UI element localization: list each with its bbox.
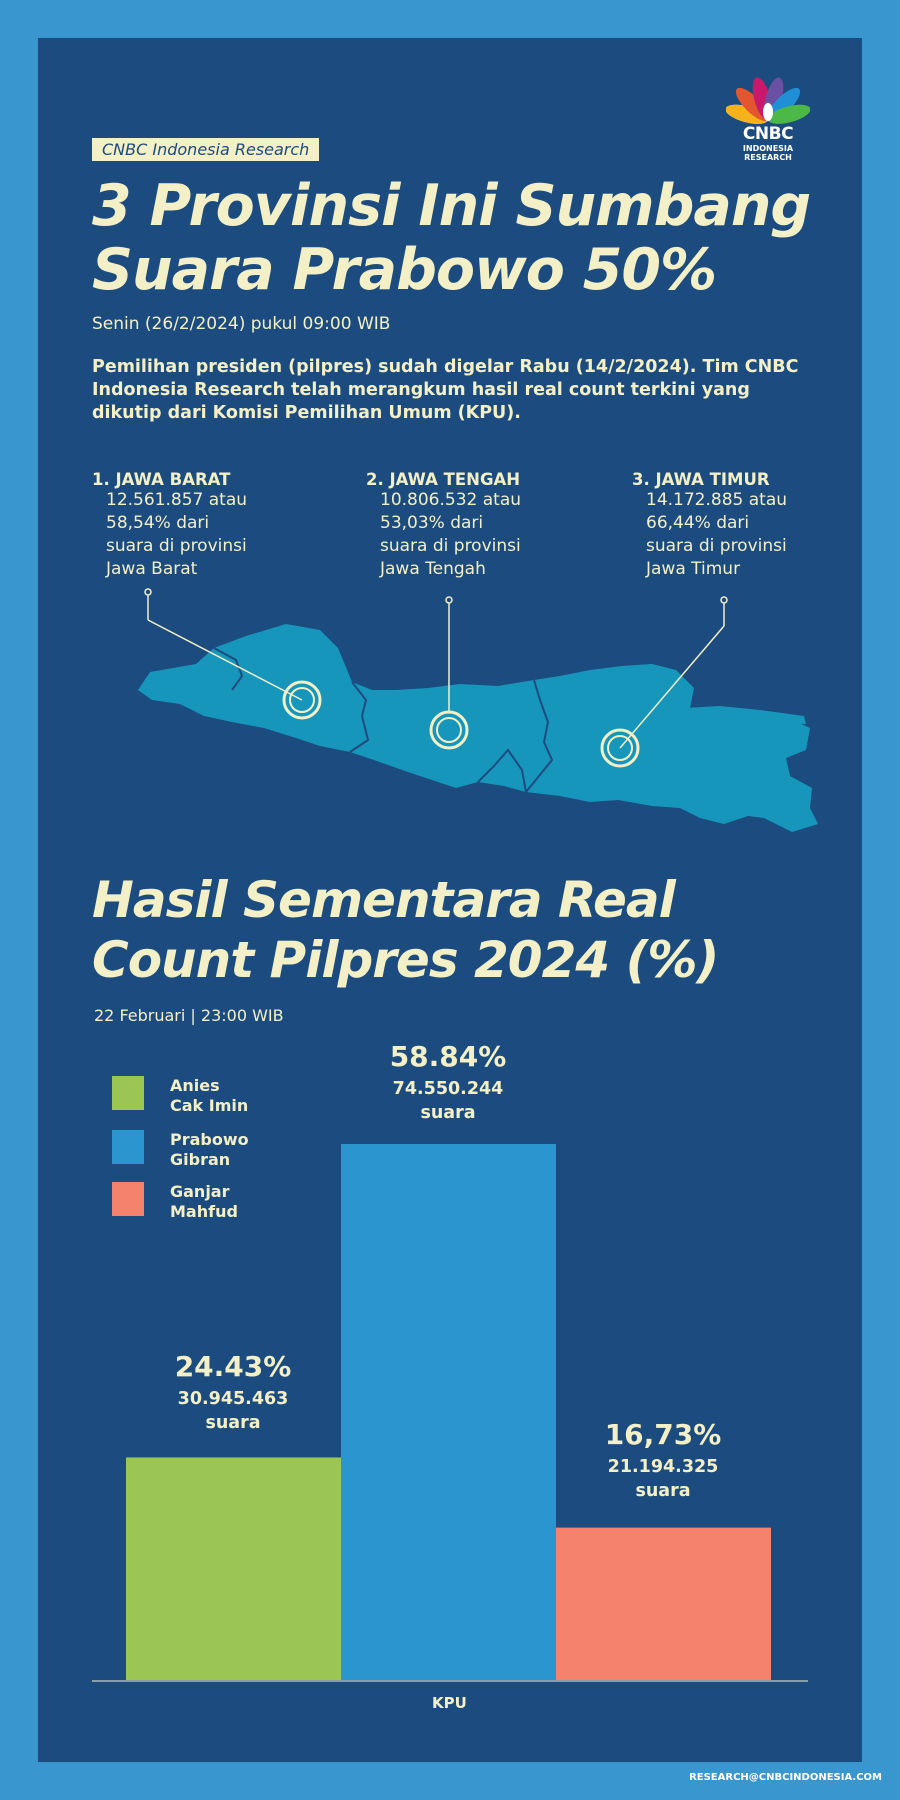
- province-title: 1. JAWA BARAT: [92, 470, 231, 489]
- logo-sub-1: INDONESIA: [742, 144, 794, 153]
- bar-ganjar: [556, 1528, 771, 1680]
- publish-date: Senin (26/2/2024) pukul 09:00 WIB: [92, 314, 391, 334]
- bar-votes: 74.550.244: [392, 1079, 504, 1099]
- province-line: 66,44% dari: [646, 513, 750, 533]
- province-line: 10.806.532 atau: [380, 490, 522, 510]
- bar-unit: suara: [635, 1481, 691, 1501]
- logo-sub-2: RESEARCH: [744, 153, 792, 162]
- province-line: Jawa Barat: [106, 559, 198, 579]
- bar-unit: suara: [420, 1103, 476, 1123]
- province-line: 12.561.857 atau: [106, 490, 248, 510]
- legend-line: Ganjar: [170, 1182, 230, 1201]
- bar-percent: 16,73%: [604, 1418, 722, 1451]
- bar-anies: [126, 1457, 341, 1680]
- province-line: suara di provinsi: [106, 536, 247, 556]
- research-tag: CNBC Indonesia Research: [92, 138, 319, 161]
- title-line-1: 3 Provinsi Ini Sumbang: [92, 173, 811, 239]
- province-line: suara di provinsi: [646, 536, 787, 556]
- bar-unit: suara: [205, 1413, 261, 1433]
- legend-line: Mahfud: [170, 1202, 238, 1221]
- chart-title-line-2: Count Pilpres 2024 (%): [92, 931, 719, 989]
- province-line: Jawa Timur: [646, 559, 741, 579]
- bar-percent: 24.43%: [174, 1350, 292, 1383]
- bar-label-anies: [126, 1350, 340, 1435]
- province-line: suara di provinsi: [380, 536, 521, 556]
- bar-percent: 58.84%: [389, 1040, 507, 1073]
- province-title: 3. JAWA TIMUR: [632, 470, 770, 489]
- bar-label-prabowo: [341, 1040, 555, 1125]
- bar-label-ganjar: [556, 1418, 770, 1503]
- legend-line: Gibran: [170, 1150, 231, 1169]
- footer-email[interactable]: RESEARCH@CNBCINDONESIA.COM: [689, 1772, 882, 1783]
- intro-paragraph: Pemilihan presiden (pilpres) sudah digelar Rabu (14/2/2024). Tim CNBC Indonesia Research telah merangkum hasil real count terkini yang dikutip dari Komisi Pemilihan Umum (KPU).: [92, 357, 799, 423]
- chart-date: 22 Februari | 23:00 WIB: [94, 1006, 284, 1025]
- chart-title-line-1: Hasil Sementara Real: [92, 871, 675, 929]
- bar-votes: 30.945.463: [177, 1389, 289, 1409]
- legend-line: Anies: [170, 1076, 220, 1095]
- province-line: 14.172.885 atau: [646, 490, 788, 510]
- logo-text: CNBC: [742, 124, 794, 144]
- province-title: 2. JAWA TENGAH: [366, 470, 521, 489]
- province-line: 53,03% dari: [380, 513, 484, 533]
- chart-source: KPU: [432, 1694, 467, 1712]
- province-line: 58,54% dari: [106, 513, 210, 533]
- bar-votes: 21.194.325: [607, 1457, 719, 1477]
- province-line: Jawa Tengah: [380, 559, 486, 579]
- legend-line: Prabowo: [170, 1130, 249, 1149]
- bar-prabowo: [341, 1144, 556, 1680]
- title-line-2: Suara Prabowo 50%: [92, 237, 717, 303]
- legend-line: Cak Imin: [170, 1096, 249, 1115]
